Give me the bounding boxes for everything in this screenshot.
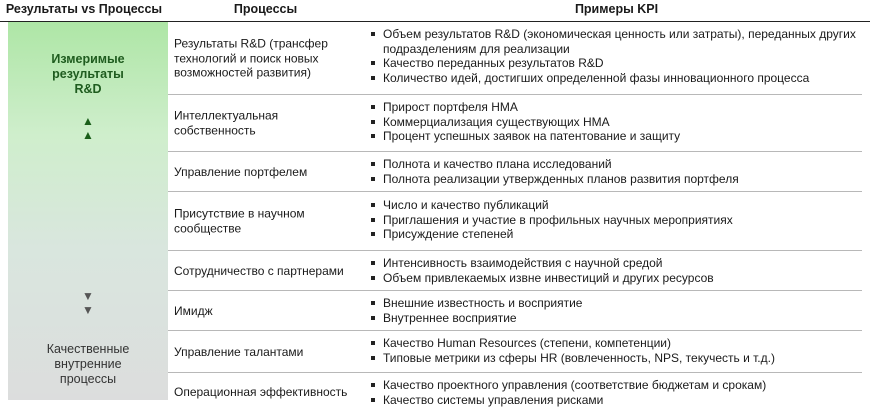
kpi-list bbox=[371, 378, 861, 407]
kpi-list bbox=[371, 336, 861, 365]
process-name: Операционная эффективность bbox=[174, 385, 364, 400]
triangle-down-icon: ▼ bbox=[8, 303, 168, 317]
process-name: Интеллектуальная собственность bbox=[174, 109, 360, 138]
results-vs-processes-column bbox=[8, 22, 168, 400]
label-line: Измеримые bbox=[8, 52, 168, 67]
table-row bbox=[168, 331, 862, 373]
kpi-item: Объем результатов R&D (экономическая ценность или затраты), переданных других подразделениям для реализации bbox=[371, 27, 861, 56]
kpi-list bbox=[371, 198, 861, 242]
kpi-list bbox=[371, 27, 861, 85]
label-line: Качественные bbox=[8, 342, 168, 357]
header-results-vs-processes: Результаты vs Процессы bbox=[0, 0, 168, 22]
process-name: Управление портфелем bbox=[174, 164, 360, 179]
kpi-item: Качество Human Resources (степени, компетенции) bbox=[371, 336, 861, 351]
up-arrows bbox=[8, 114, 168, 142]
header-kpi-examples: Примеры KPI bbox=[363, 0, 870, 22]
kpi-item: Коммерциализация существующих НМА bbox=[371, 115, 861, 130]
table-row bbox=[168, 373, 862, 400]
process-name: Управление талантами bbox=[174, 344, 360, 359]
kpi-item: Количество идей, достигших определенной фазы инновационного процесса bbox=[371, 71, 861, 86]
kpi-item: Качество переданных результатов R&D bbox=[371, 56, 861, 71]
kpi-item: Приглашения и участие в профильных научных мероприятиях bbox=[371, 213, 861, 228]
down-arrows bbox=[8, 289, 168, 317]
kpi-item: Полнота реализации утвержденных планов развития портфеля bbox=[371, 172, 861, 187]
process-name: Присутствие в научном сообществе bbox=[174, 207, 360, 236]
kpi-item: Интенсивность взаимодействия с научной средой bbox=[371, 256, 861, 271]
process-name: Результаты R&D (трансфер технологий и поиск новых возможностей развития) bbox=[174, 36, 360, 80]
kpi-item: Присуждение степеней bbox=[371, 227, 861, 242]
kpi-list bbox=[371, 157, 861, 186]
label-line: процессы bbox=[8, 372, 168, 387]
table-row bbox=[168, 291, 862, 331]
kpi-list bbox=[371, 100, 861, 144]
kpi-item: Полнота и качество плана исследований bbox=[371, 157, 861, 172]
kpi-item: Прирост портфеля НМА bbox=[371, 100, 861, 115]
kpi-item: Число и качество публикаций bbox=[371, 198, 861, 213]
kpi-list bbox=[371, 296, 861, 325]
process-name: Имидж bbox=[174, 303, 360, 318]
table-row bbox=[168, 95, 862, 152]
kpi-item: Качество проектного управления (соответствие бюджетам и срокам) bbox=[371, 378, 861, 393]
kpi-list bbox=[371, 256, 861, 285]
table-row bbox=[168, 251, 862, 291]
table-row bbox=[168, 22, 862, 95]
triangle-up-icon: ▲ bbox=[8, 114, 168, 128]
label-line: внутренние bbox=[8, 357, 168, 372]
label-line: R&D bbox=[8, 82, 168, 97]
header-processes: Процессы bbox=[168, 0, 363, 22]
process-name: Сотрудничество с партнерами bbox=[174, 263, 360, 278]
kpi-item: Внешние известность и восприятие bbox=[371, 296, 861, 311]
measurable-results-label bbox=[8, 52, 168, 97]
label-line: результаты bbox=[8, 67, 168, 82]
triangle-down-icon: ▼ bbox=[8, 289, 168, 303]
triangle-up-icon: ▲ bbox=[8, 128, 168, 142]
kpi-item: Процент успешных заявок на патентование и защиту bbox=[371, 129, 861, 144]
table-row bbox=[168, 192, 862, 251]
kpi-item: Типовые метрики из сферы HR (вовлеченность, NPS, текучесть и т.д.) bbox=[371, 351, 861, 366]
kpi-item: Внутреннее восприятие bbox=[371, 311, 861, 326]
qualitative-processes-label bbox=[8, 342, 168, 387]
kpi-item: Объем привлекаемых извне инвестиций и других ресурсов bbox=[371, 271, 861, 286]
kpi-item: Качество системы управления рисками bbox=[371, 393, 861, 407]
table-row bbox=[168, 152, 862, 192]
